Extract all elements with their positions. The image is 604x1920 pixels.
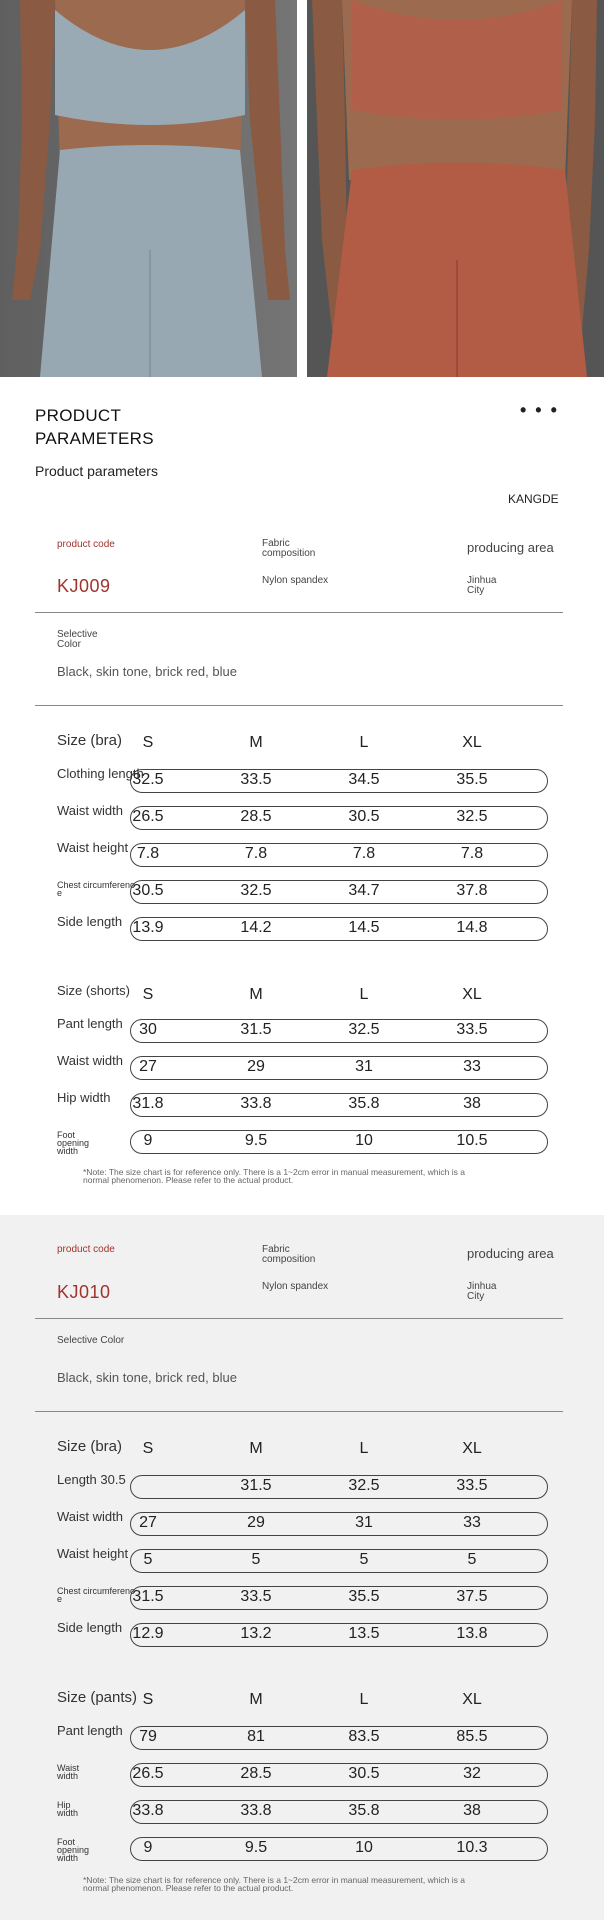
table-cell: 30.5	[348, 1765, 380, 1782]
table-cell: 35.8	[348, 1802, 380, 1819]
table-cell: 31	[355, 1514, 373, 1531]
table-cell: 34.5	[348, 771, 380, 788]
row-label-line: Chest circumferenc	[57, 1586, 135, 1596]
table-cell: 35.5	[456, 771, 488, 788]
size-pants-title: Size (pants)	[57, 1689, 138, 1706]
row-label-line: Waist width	[57, 1053, 123, 1068]
note-line-2: normal phenomenon. Please refer to the actual product.	[83, 1175, 294, 1185]
table-cell: 27	[139, 1058, 157, 1075]
fabric-label	[262, 539, 315, 559]
table-cell: 33.8	[240, 1802, 272, 1819]
row-label	[57, 1838, 89, 1862]
row-label-line: Pant length	[57, 1723, 123, 1738]
note-line-1: *Note: The size chart is for reference only. There is a 1~2cm error in manual measurement, which is a	[83, 1875, 465, 1885]
row-label-line: width	[57, 1853, 79, 1863]
table-cell: 33	[463, 1058, 481, 1075]
size-column-header: M	[249, 1691, 263, 1708]
table-cell: 37.5	[456, 1588, 488, 1605]
table-cell: 13.8	[456, 1625, 488, 1642]
size-shorts-title: Size (shorts)	[57, 983, 130, 998]
table-cell: 32.5	[348, 1021, 380, 1038]
table-cell: 7.8	[460, 845, 484, 862]
row-label-line: opening	[57, 1138, 90, 1148]
table-cell: 35.8	[348, 1095, 380, 1112]
fabric-label-line-1: Fabric	[262, 1244, 290, 1255]
table-cell: 32.5	[456, 808, 488, 825]
subtitle: Product parameters	[35, 463, 158, 479]
row-label-line: Waist width	[57, 1509, 123, 1524]
table-cell: 30.5	[348, 808, 380, 825]
table-cell: 31	[355, 1058, 373, 1075]
row-label	[57, 1472, 126, 1487]
table-cell: 9	[143, 1132, 153, 1149]
row-label-line: Hip	[57, 1800, 71, 1810]
area-value-line-1: Jinhua	[467, 1281, 497, 1292]
table-cell: 28.5	[240, 808, 272, 825]
product-code-label: product code	[57, 1244, 115, 1255]
fabric-label	[262, 1245, 315, 1265]
table-cell: 31.5	[240, 1021, 272, 1038]
row-label-line: Clothing length	[57, 766, 144, 781]
product-photo-red	[307, 0, 604, 377]
size-column-header: XL	[462, 986, 482, 1003]
row-label-line: Pant length	[57, 1016, 123, 1031]
row-label-line: width	[57, 1808, 79, 1818]
table-cell: 9	[143, 1839, 153, 1856]
divider	[35, 612, 563, 613]
row-label-line: Waist width	[57, 803, 123, 818]
table-cell: 33.5	[456, 1021, 488, 1038]
page-title	[35, 404, 154, 450]
divider	[35, 1411, 563, 1412]
size-note	[83, 1168, 593, 1184]
table-cell: 26.5	[132, 1765, 164, 1782]
size-column-header: L	[359, 986, 369, 1003]
producing-area-value	[467, 1282, 496, 1302]
table-cell: 10.5	[456, 1132, 488, 1149]
fabric-label-line-2: composition	[262, 1254, 316, 1265]
color-label: Selective Color	[57, 1335, 125, 1346]
row-label-line: Side length	[57, 1620, 123, 1635]
table-cell: 83.5	[348, 1728, 380, 1745]
table-cell: 33.5	[240, 771, 272, 788]
row-label-line: Foot	[57, 1837, 76, 1847]
table-cell: 33.5	[456, 1477, 488, 1494]
divider	[35, 705, 563, 706]
row-label	[57, 1764, 79, 1780]
row-label-line: Length 30.5	[57, 1472, 126, 1487]
size-column-header: S	[142, 1440, 154, 1457]
table-cell: 34.7	[348, 882, 380, 899]
table-cell: 79	[139, 1728, 157, 1745]
table-cell: 31.8	[132, 1095, 164, 1112]
row-label-line: Foot	[57, 1130, 76, 1140]
producing-area-value	[467, 576, 496, 596]
table-cell: 81	[247, 1728, 265, 1745]
model-blue-image	[0, 0, 297, 377]
table-cell: 5	[251, 1551, 261, 1568]
table-cell: 7.8	[136, 845, 160, 862]
table-cell: 35.5	[348, 1588, 380, 1605]
table-cell: 27	[139, 1514, 157, 1531]
row-label-line: Waist height	[57, 1546, 129, 1561]
size-column-header: M	[249, 734, 263, 751]
table-cell: 38	[463, 1095, 481, 1112]
color-options: Black, skin tone, brick red, blue	[57, 1370, 237, 1385]
producing-area-label: producing area	[467, 540, 554, 555]
size-note	[83, 1876, 593, 1892]
row-label-line: Waist height	[57, 840, 129, 855]
product-code-label: product code	[57, 539, 115, 550]
row-label-line: e	[57, 888, 63, 898]
row-label-line: Side length	[57, 914, 123, 929]
size-column-header: S	[142, 986, 154, 1003]
table-cell: 5	[359, 1551, 369, 1568]
row-label-line: e	[57, 1594, 63, 1604]
size-column-header: XL	[462, 1440, 482, 1457]
size-column-header: M	[249, 986, 263, 1003]
size-column-header: L	[359, 734, 369, 751]
size-bra-title: Size (bra)	[57, 732, 123, 749]
color-label	[57, 630, 98, 650]
table-cell: 5	[467, 1551, 477, 1568]
table-cell: 14.5	[348, 919, 380, 936]
row-label-line: Chest circumferenc	[57, 880, 135, 890]
table-cell: 13.9	[132, 919, 164, 936]
table-cell: 29	[247, 1058, 265, 1075]
brand-name: KANGDE	[508, 492, 559, 506]
table-cell: 33.8	[132, 1802, 164, 1819]
color-options: Black, skin tone, brick red, blue	[57, 664, 237, 679]
size-column-header: S	[142, 1691, 154, 1708]
size-column-header: XL	[462, 734, 482, 751]
table-cell: 30	[139, 1021, 157, 1038]
table-cell: 12.9	[132, 1625, 164, 1642]
table-cell: 14.2	[240, 919, 272, 936]
model-red-image	[307, 0, 604, 377]
size-column-header: XL	[462, 1691, 482, 1708]
table-cell: 9.5	[244, 1839, 268, 1856]
table-cell: 33.5	[240, 1588, 272, 1605]
table-cell: 29	[247, 1514, 265, 1531]
table-cell: 32.5	[132, 771, 164, 788]
title-line-2: PARAMETERS	[35, 429, 154, 448]
table-cell: 14.8	[456, 919, 488, 936]
table-cell: 7.8	[352, 845, 376, 862]
size-column-header: S	[142, 734, 154, 751]
row-label-line: width	[57, 1146, 79, 1156]
color-label-line-1: Selective	[57, 629, 98, 640]
table-cell: 32	[463, 1765, 481, 1782]
row-label-line: width	[57, 1771, 79, 1781]
table-cell: 10	[355, 1132, 373, 1149]
table-cell: 33.8	[240, 1095, 272, 1112]
table-cell: 32.5	[240, 882, 272, 899]
table-cell: 37.8	[456, 882, 488, 899]
table-cell: 5	[143, 1551, 153, 1568]
table-cell: 31.5	[240, 1477, 272, 1494]
product-photo-blue	[0, 0, 297, 377]
size-column-header: L	[359, 1440, 369, 1457]
row-label-line: Waist	[57, 1763, 80, 1773]
row-label-line: Hip width	[57, 1090, 111, 1105]
color-label-line-2: Color	[57, 639, 81, 650]
producing-area-label: producing area	[467, 1246, 554, 1261]
size-column-header: L	[359, 1691, 369, 1708]
more-menu-icon[interactable]: • • •	[520, 400, 559, 420]
table-cell: 32.5	[348, 1477, 380, 1494]
table-cell: 10.3	[456, 1839, 488, 1856]
fabric-label-line-1: Fabric	[262, 538, 290, 549]
row-label	[57, 1090, 110, 1105]
title-line-1: PRODUCT	[35, 406, 122, 425]
row-label-line: opening	[57, 1845, 90, 1855]
table-cell: 9.5	[244, 1132, 268, 1149]
table-cell: 38	[463, 1802, 481, 1819]
table-cell: 30.5	[132, 882, 164, 899]
table-cell: 28.5	[240, 1765, 272, 1782]
table-cell: 10	[355, 1839, 373, 1856]
table-cell: 26.5	[132, 808, 164, 825]
area-value-line-2: City	[467, 585, 485, 596]
table-cell: 31.5	[132, 1588, 164, 1605]
fabric-value: Nylon spandex	[262, 575, 329, 586]
fabric-value: Nylon spandex	[262, 1281, 329, 1292]
area-value-line-1: Jinhua	[467, 575, 497, 586]
area-value-line-2: City	[467, 1291, 485, 1302]
table-cell: 13.2	[240, 1625, 272, 1642]
table-cell: 13.5	[348, 1625, 380, 1642]
product-code: KJ009	[57, 576, 111, 596]
size-column-header: M	[249, 1440, 263, 1457]
divider	[35, 1318, 563, 1319]
product-code: KJ010	[57, 1282, 111, 1302]
table-cell: 33	[463, 1514, 481, 1531]
row-label	[57, 1131, 89, 1155]
note-line-1: *Note: The size chart is for reference only. There is a 1~2cm error in manual measurement, which is a	[83, 1167, 465, 1177]
row-label	[57, 1801, 78, 1817]
size-bra-title: Size (bra)	[57, 1438, 123, 1455]
table-cell: 85.5	[456, 1728, 488, 1745]
fabric-label-line-2: composition	[262, 548, 316, 559]
table-cell: 7.8	[244, 845, 268, 862]
note-line-2: normal phenomenon. Please refer to the actual product.	[83, 1883, 294, 1893]
